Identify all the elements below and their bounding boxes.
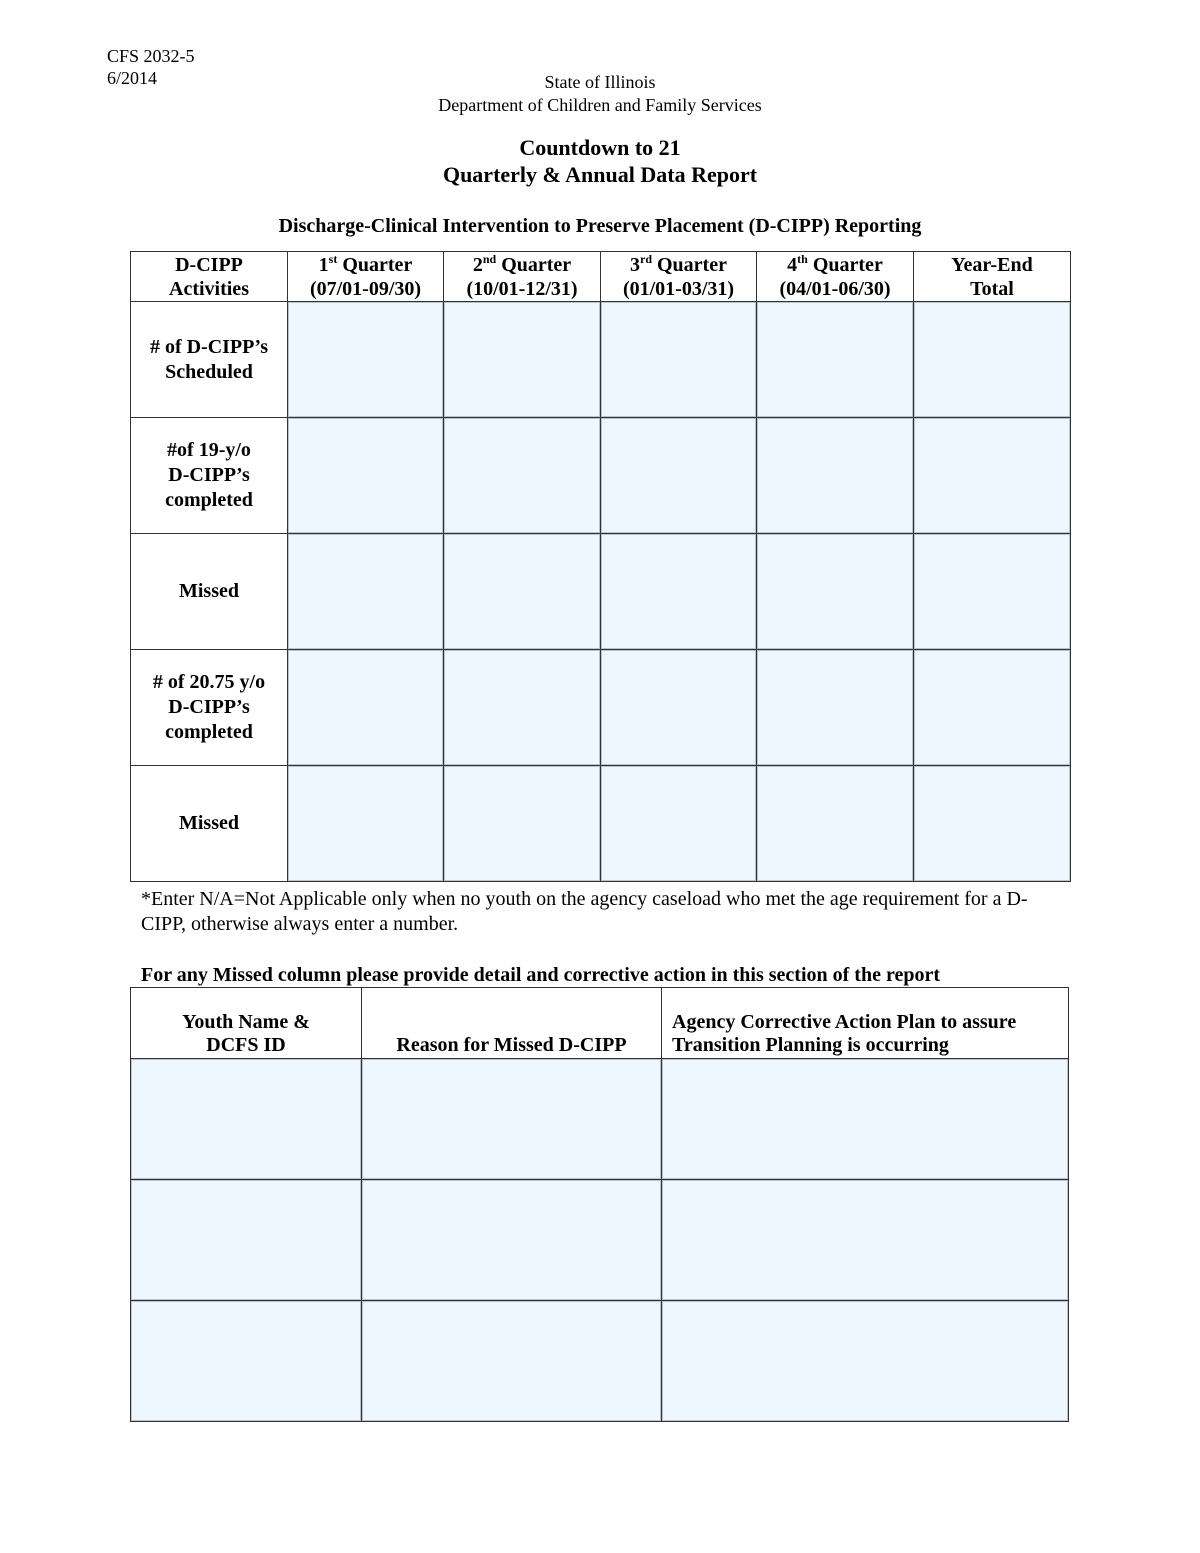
youth-name-field[interactable] [131, 1059, 362, 1180]
19yo-completed-total-field[interactable] [914, 418, 1071, 534]
scheduled-q3-field[interactable] [601, 302, 757, 418]
2075yo-completed-q1-field[interactable] [288, 650, 444, 766]
col-header-quarter-2 [444, 252, 601, 302]
2075yo-missed-total-field[interactable] [914, 766, 1071, 882]
missed-row [131, 1059, 1069, 1180]
scheduled-q1-field[interactable] [288, 302, 444, 418]
corrective-action-field[interactable] [662, 1059, 1069, 1180]
missed-detail-table [130, 987, 1069, 1422]
2075yo-missed-q3-field[interactable] [601, 766, 757, 882]
header-line: Year-End [951, 253, 1033, 276]
2075yo-completed-q2-field[interactable] [444, 650, 601, 766]
19yo-missed-q1-field[interactable] [288, 534, 444, 650]
row-19yo-completed [131, 418, 1071, 534]
19yo-missed-q4-field[interactable] [757, 534, 914, 650]
col-header-quarter-4 [757, 252, 914, 302]
col-header-corrective-action: Agency Corrective Action Plan to assure Transition Planning is occurring [662, 988, 1069, 1059]
agency-department: Department of Children and Family Services [438, 95, 762, 115]
row-label-19yo-completed: #of 19-y/o D-CIPP’s completed [131, 418, 288, 534]
missed-table-header-row [131, 988, 1069, 1059]
2075yo-missed-q1-field[interactable] [288, 766, 444, 882]
header-line: 3rd Quarter [630, 251, 727, 276]
missed-section-heading: For any Missed column please provide detail and corrective action in this section of the report [141, 964, 941, 986]
header-line: D-CIPP [175, 253, 243, 276]
corrective-action-field[interactable] [662, 1180, 1069, 1301]
2075yo-missed-q4-field[interactable] [757, 766, 914, 882]
header-line: (10/01-12/31) [466, 277, 578, 300]
youth-name-field[interactable] [131, 1301, 362, 1422]
reason-missed-field[interactable] [362, 1180, 662, 1301]
scheduled-total-field[interactable] [914, 302, 1071, 418]
header-line: Total [970, 277, 1014, 300]
col-header-quarter-1 [288, 252, 444, 302]
dcipp-activity-table [130, 251, 1071, 882]
report-title-line1: Countdown to 21 [519, 135, 681, 160]
col-header-youth-name: Youth Name & DCFS ID [131, 988, 362, 1059]
row-19yo-missed [131, 534, 1071, 650]
19yo-missed-q2-field[interactable] [444, 534, 601, 650]
youth-name-field[interactable] [131, 1180, 362, 1301]
header-line: Activities [169, 277, 249, 300]
col-header-quarter-3 [601, 252, 757, 302]
19yo-completed-q2-field[interactable] [444, 418, 601, 534]
19yo-completed-q4-field[interactable] [757, 418, 914, 534]
header-line: (04/01-06/30) [779, 277, 891, 300]
missed-row [131, 1180, 1069, 1301]
header-line: 2nd Quarter [472, 251, 572, 276]
19yo-missed-q3-field[interactable] [601, 534, 757, 650]
header-line: 4th Quarter [787, 251, 883, 276]
col-header-reason-missed: Reason for Missed D-CIPP [362, 988, 662, 1059]
row-label-2075yo-completed: # of 20.75 y/o D-CIPP’s completed [131, 650, 288, 766]
form-number: CFS 2032-5 [107, 46, 195, 66]
reason-missed-field[interactable] [362, 1301, 662, 1422]
reason-missed-field[interactable] [362, 1059, 662, 1180]
row-2075yo-missed [131, 766, 1071, 882]
report-title [0, 134, 1200, 188]
2075yo-completed-total-field[interactable] [914, 650, 1071, 766]
row-label-2075yo-missed: Missed [131, 766, 288, 882]
agency-state: State of Illinois [544, 72, 656, 92]
section-title: Discharge-Clinical Intervention to Preserve Placement (D-CIPP) Reporting [278, 215, 922, 237]
row-label-19yo-missed: Missed [131, 534, 288, 650]
scheduled-q4-field[interactable] [757, 302, 914, 418]
2075yo-missed-q2-field[interactable] [444, 766, 601, 882]
na-instruction-note: *Enter N/A=Not Applicable only when no youth on the agency caseload who met the age requirement for a D-CIPP, otherwise always enter a number. [141, 888, 1028, 935]
2075yo-completed-q3-field[interactable] [601, 650, 757, 766]
row-scheduled [131, 302, 1071, 418]
agency-header [0, 71, 1200, 117]
activity-table-header-row [131, 252, 1071, 302]
2075yo-completed-q4-field[interactable] [757, 650, 914, 766]
col-header-activities [131, 252, 288, 302]
report-title-line2: Quarterly & Annual Data Report [442, 162, 758, 187]
scheduled-q2-field[interactable] [444, 302, 601, 418]
row-2075yo-completed [131, 650, 1071, 766]
header-line: (07/01-09/30) [309, 277, 422, 300]
form-date: 6/2014 [107, 68, 158, 88]
19yo-completed-q3-field[interactable] [601, 418, 757, 534]
header-line: 1st Quarter [318, 251, 413, 276]
19yo-completed-q1-field[interactable] [288, 418, 444, 534]
19yo-missed-total-field[interactable] [914, 534, 1071, 650]
col-header-year-end-total [914, 252, 1071, 302]
corrective-action-field[interactable] [662, 1301, 1069, 1422]
header-line: (01/01-03/31) [622, 277, 735, 300]
missed-row [131, 1301, 1069, 1422]
row-label-scheduled: # of D-CIPP’s Scheduled [131, 302, 288, 418]
